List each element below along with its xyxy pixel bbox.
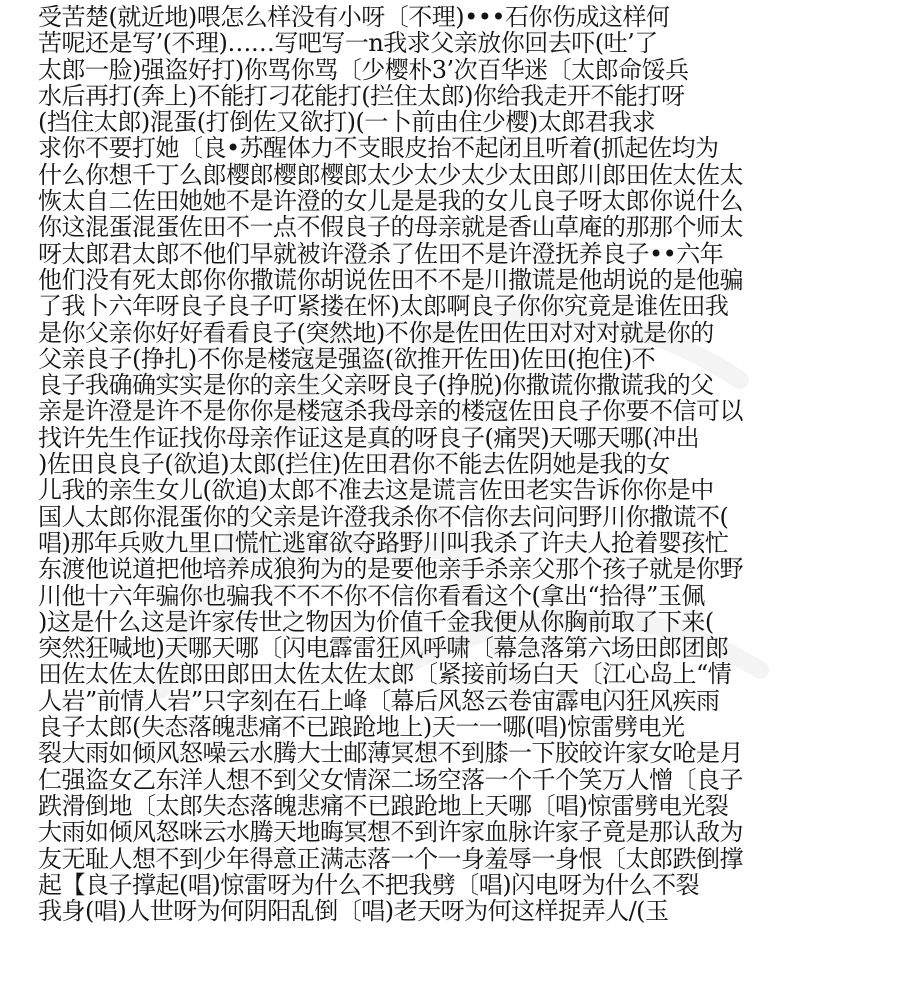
text-line: 人岩”前情人岩”只字刻在石上峰〔幕后风怒云卷宙霹电闪狂风疾雨 [38, 687, 720, 715]
text-line: 国人太郎你混蛋你的父亲是许澄我杀你不信你去问问野川你撒谎不( [38, 503, 729, 530]
text-line: 东渡他说道把他培养成狼狗为的是要他亲手杀亲父那个孩子就是你野 [38, 556, 743, 583]
text-line: 裂大雨如倾风怒噪云水腾大士邮薄冥想不到膝一下胶皎许家女呛是月 [38, 740, 743, 767]
text-line: 我身(唱)人世呀为何阴阳乱倒〔唱)老天呀为何这样捉弄人/(玉 [38, 898, 669, 925]
text-line: 什么你想千丁么郎樱郎樱郎樱郎太少太少太少太田郎川郎田佐太佐太 [38, 161, 743, 189]
text-line: 田佐太佐太佐郎田郎田太佐太佐太郎〔紧接前场白天〔江心岛上“情 [38, 661, 732, 688]
text-line: 友无耻人想不到少年得意正满志落一个一身羞辱一身恨〔太郎跌倒撑 [38, 845, 743, 872]
text-line: 突然狂喊地)天哪天哪〔闪电霹雷狂风呼啸〔幕急落第六场田郎团郎 [38, 635, 729, 662]
text-line: )这是什么这是许家传世之物因为价值千金我便从你胸前取了下来( [38, 608, 714, 636]
text-line: 良子我确确实实是你的亲生父亲呀良子(挣脱)你撒谎你撒谎我的父 [38, 372, 714, 399]
text-line: 他们没有死太郎你你撒谎你胡说佐田不不是川撒谎是他胡说的是他骗 [38, 266, 743, 294]
text-line: 太郎一脸)强盗好打)你骂你骂〔少樱朴3’次百华迷〔太郎命馁兵 [38, 56, 689, 83]
text-line: 良子太郎(失态落魄悲痛不已踉跄地上)天一一哪(唱)惊雷劈电光 [38, 714, 685, 741]
text-line: 是你父亲你好好看看良子(突然地)不你是佐田佐田对对对就是你的 [38, 319, 714, 346]
text-line: 唱)那年兵败九里口慌忙逃窜欲夺路野川叫我杀了许夫人抢着婴孩忙 [38, 529, 729, 557]
text-line: 了我卜六年呀良子良子叮紧搂在怀)太郎啊良子你你究竟是谁佐田我 [38, 293, 729, 320]
text-line: (挡住太郎)混蛋(打倒佐又欲打)(一卜前由住少樱)太郎君我求 [38, 109, 656, 136]
text-line: 父亲良子(挣扎)不你是楼寇是强盗(欲推开佐田)佐田(抱住)不 [38, 345, 656, 373]
text-line: 求你不要打她〔良•苏醒体力不支眼皮抬不起闭且听着(抓起佐均为 [38, 135, 719, 162]
text-line: 亲是许澄是许不是你你是楼寇杀我母亲的楼寇佐田良子你要不信可以 [38, 398, 743, 425]
text-line: 跌滑倒地〔太郎失态落魄悲痛不已踉跄地上天哪〔唱)惊雷劈电光裂 [38, 792, 729, 820]
text-line: 川他十六年骗你也骗我不不不你不信你看看这个(拿出“拾得”玉佩 [38, 582, 705, 609]
text-line: 起【良子撑起(唱)惊雷呀为什么不把我劈〔唱)闪电呀为什么不裂 [38, 871, 700, 899]
text-line: 大雨如倾风怒咪云水腾天地晦冥想不到许家血脉许家子竟是那认敌为 [38, 819, 743, 846]
text-line: 找许先生作证找你母亲作证这是真的呀良子(痛哭)天哪天哪(冲出 [38, 424, 700, 452]
text-line: 受苦楚(就近地)喂怎么样没有小呀〔不理)•••石你伤成这样何 [38, 4, 670, 31]
text-line: 你这混蛋混蛋佐田不一点不假良子的母亲就是香山草庵的那那个师太 [38, 214, 743, 241]
script-text-body [38, 4, 888, 924]
text-line: )佐田良良子(欲追)太郎(拦住)佐田君你不能去佐阴她是我的女 [38, 451, 670, 478]
text-line: 水后再打(奔上)不能打刁花能打(拦住太郎)你给我走开不能打呀 [38, 82, 685, 110]
text-line: 恢太自二佐田她她不是许澄的女儿是是我的女儿良子呀太郎你说什么 [38, 188, 743, 215]
text-line: 仁强盗女乙东洋人想不到父女情深二场空落一个千个笑万人憎〔良子 [38, 766, 743, 793]
text-line: 呀太郎君太郎不他们早就被许澄杀了佐田不是许澄抚养良子••六年 [38, 240, 724, 267]
text-line: 儿我的亲生女儿(欲追)太郎不准去这是谎言佐田老实告诉你你是中 [38, 477, 714, 504]
text-line: 苦呢还是写’(不理)……写吧写一n我求父亲放你回去吓(吐’了 [38, 30, 658, 57]
